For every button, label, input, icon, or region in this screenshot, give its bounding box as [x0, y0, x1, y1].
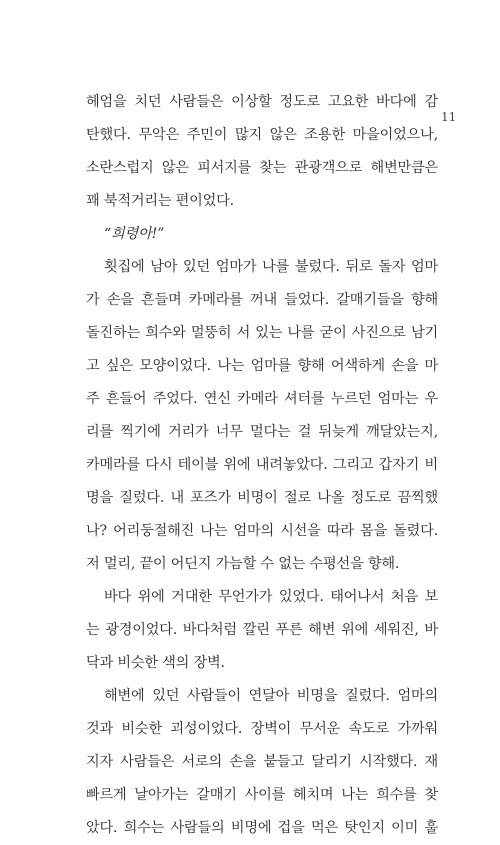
text-line-8: 돌진하는 희수와 멀뚱히 서 있는 나를 굳이 사진으로 남기: [86, 325, 438, 341]
text-line-16: 바다 위에 거대한 무언가가 있었다. 태어나서 처음 보: [104, 589, 438, 605]
text-line-10: 주 흔들어 주었다. 연신 카메라 셔터를 누르던 엄마는 우: [86, 391, 438, 407]
text-line-13: 명을 질렀다. 내 포즈가 비명이 절로 나올 정도로 끔찍했: [86, 490, 438, 506]
text-line-22: 빠르게 날아가는 갈매기 사이를 헤치며 나는 희수를 찾: [86, 787, 438, 803]
text-line-2: 탄했다. 무악은 주민이 많지 않은 조용한 마을이었으나,: [86, 127, 438, 143]
text-line-15: 저 멀리, 끝이 어딘지 가늠할 수 없는 수평선을 향해.: [86, 556, 400, 572]
text-line-23: 았다. 희수는 사람들의 비명에 겁을 먹은 탓인지 이미 훌: [86, 820, 438, 836]
text-line-18: 닥과 비슷한 색의 장벽.: [86, 655, 225, 671]
text-line-14: 나? 어리둥절해진 나는 엄마의 시선을 따라 몸을 돌렸다.: [86, 523, 438, 539]
text-line-19: 해변에 있던 사람들이 연달아 비명을 질렀다. 엄마의: [104, 688, 438, 704]
body-text: [86, 86, 438, 845]
text-line-3: 소란스럽지 않은 피서지를 찾는 관광객으로 해변만큼은: [86, 160, 438, 176]
text-line-1: 헤엄을 치던 사람들은 이상할 정도로 고요한 바다에 감: [86, 94, 438, 110]
text-line-20: 것과 비슷한 괴성이었다. 장벽이 무서운 속도로 가까워: [86, 721, 438, 737]
text-line-4: 꽤 북적거리는 편이었다.: [86, 193, 234, 209]
text-line-21: 지자 사람들은 서로의 손을 붙들고 달리기 시작했다. 재: [86, 754, 438, 770]
text-line-9: 고 싶은 모양이었다. 나는 엄마를 향해 어색하게 손을 마: [86, 358, 438, 374]
text-line-12: 카메라를 다시 테이블 위에 내려놓았다. 그리고 갑자기 비: [86, 457, 438, 473]
text-line-11: 리를 찍기에 거리가 너무 멀다는 걸 뒤늦게 깨달았는지,: [86, 424, 438, 440]
dialogue-line: “희령아!”: [104, 226, 165, 242]
page-number: 11: [441, 110, 457, 124]
text-line-6: 횟집에 남아 있던 엄마가 나를 불렀다. 뒤로 돌자 엄마: [104, 259, 438, 275]
text-line-7: 가 손을 흔들며 카메라를 꺼내 들었다. 갈매기들을 향해: [86, 292, 438, 308]
text-line-17: 는 광경이었다. 바다처럼 깔린 푸른 해변 위에 세워진, 바: [86, 622, 438, 638]
